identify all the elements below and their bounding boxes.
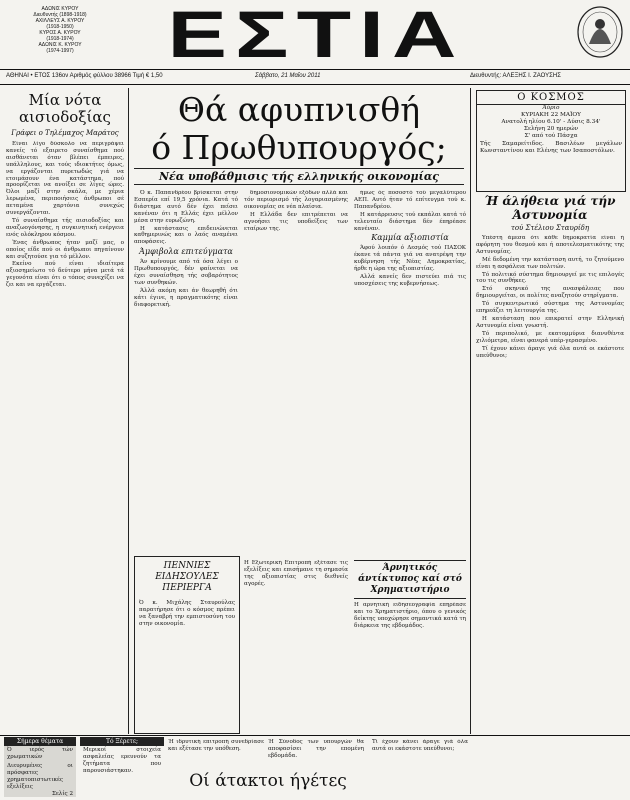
bottom-col-b: Ή ιδρυτική επιτροπή συνεδρίασε και εξέτασε την υπόθεση. [168,739,264,752]
paragraph: Η κατάστασις επιδεινώνεται καθημερινώς και ο λαός αναμένει αποφάσεις. [134,225,238,246]
paragraph: Είναι λίγο δύσκολο να περιγράψει κανείς τό εξαιρετο συναίσθημα πού αισθάνεται όταν βλέπει έμπειρες, υπάλληλους, και τούς ιδιοκτήτες όμως, να εργάζονται πυρετωδώς γιά να ετοιμάσουν ένα κατάστημα, πού προορίζεται να ανοίξει σε λίγες ώρες. Όλοι μαζί στην σκάλα, με χέρια λερωμένα, περιποιήσεις άνθρωποι σέ πεταμένα χαρτόνια συνεχώς συνεργάζονται. [6,141,124,217]
today-item: Ό ιερός τών χρωματικών [7,747,73,760]
founder-line: ΚΥΡΟΣ Α. ΚΥΡΟΥ [39,30,81,36]
column-rule [470,88,471,734]
main-headline-1: Θά αφυπνισθή [177,90,421,129]
founder-line: ΑΧΙΛΛΕΥΣ Α. ΚΥΡΟΥ [35,18,85,24]
founder-line: (1974-1997) [46,48,74,54]
main-subhead: Νέα υποβάθμισις τής ελληνικής οικονομίας [134,168,464,185]
main-col-3 [354,190,466,552]
kosmos-line: Ανατολή ηλίου 6.10' - Δύσις 8.34' [501,119,601,125]
stock-box [354,560,466,732]
today-item: Διευρυμένες οι πρόσφατες χρηματοπιστωτικές εξελίξεις [7,762,73,790]
paragraph: Άλλά ακόμη και άν θεωρηθή ότι κάτι έγινε, η πραγματικότης είναι διαφορετική. [134,287,238,308]
dateline [0,71,630,83]
right-article-body [476,235,624,735]
main-col-2 [244,190,348,552]
founder-line: ΑΔΩΝΙΣ ΚΥΡΟΥ [41,6,79,12]
dateline-rule [0,84,630,85]
masthead-rule [0,69,630,70]
founder-line: (1918-1974) [46,36,74,42]
masthead-title: ΕΣΤΙΑ [167,0,465,71]
paragraph: Άφού λοιπόν ό Δεσμός τού ΠΑΣΟΚ έκανε τά πάντα γιά να ανατρέψη την κυβέρνηση τής Νέας Δημοκρατίας, ήρθε η ώρα της αξιοπιστίας. [354,245,466,273]
paragraph: Ένας άνθρωπος ήταν μαζί μας, ο οποίος είδε πού οι άνθρωποι πηγαίνουν και συζητούσε για τό μέλλον. [6,239,124,260]
paragraph: Τό πολιτικό σύστημα δημιουργεί με τις επιλογές του τις συνθήκες. [476,271,624,285]
today-page-note: Σελίς 2 [51,791,73,798]
kosmos-line: Σ' από τού Πάσχα [524,133,578,139]
did-you-know-box [80,737,164,797]
dateline-issue: ΑΘΗΝΑΙ • ΕΤΟΣ 136ον Αριθμός φύλλου 38966 Τιμή € 1,50 [6,73,163,79]
kosmos-box [476,90,626,192]
paragraph: ήμως ός ποσοστό τού μεγαλύτερου ΑΕΠ. Αυτό ήταν τό επίτευγμα τού κ. Παπανδρέου. [354,190,466,210]
paragraph: Άν κρίνουμε από τά όσα λέγει ο Πρωθυπουργός, δέν φαίνεται να έχει συναίσθηση τής σοβαρότητος των συνθηκών. [134,259,238,286]
right-article-title: Ή άλήθεια γιά τήν Άστυνομία [484,194,616,222]
paragraph: Υπέστη άμεσα ότι κάθε δημοκρατία είναι ή αφόρητη του θεσμού και ή αποτελεσματικότης της Αστυνομίας. [476,235,624,255]
paragraph: Αλλά κανείς δεν πιστεύει πιά τις υποσχέσεις της κυβερνήσεως. [354,273,466,287]
bottom-col-c: Ή Σύνοδος των υπουργών θα αποφασίσει την επομένη εβδομάδα. [268,739,364,759]
paragraph: Μέ δεδομένη την κατάσταση αυτή, το ζητούμενο είναι η ασφάλεια των πολιτών. [476,256,624,270]
dateline-date: Σάββατο, 21 Μαΐου 2011 [255,73,321,79]
left-article-title: Μία νότα αισιοδοξίας [19,91,111,126]
right-article-byline: τού Στέλιου Σταυρίδη [510,224,590,232]
founder-line: Διευθυντής (1898-1918) [33,12,87,18]
pennies-title: ΠΕΝΝΙΕΣ ΕΙΔΗΣΟΥΛΕΣ ΠΕΡΙΕΡΓΑ [155,561,219,593]
main-box-3: Η Εξωτερική Επιτροπή εξέτασε τις εξελίξεις και επισήμανε τη σημασία της αξιοπιστίας στις διεθνείς αγορές. [244,560,348,587]
paragraph: δημοσιονομικών εξόδων αλλά και τόν περιορισμό τής λογαριασμένης οικονομίας σε νέα πλαίσια. [244,190,348,210]
bottom-rule [0,735,630,736]
main-col-1 [134,190,238,552]
founder-line: ΑΔΩΝΙΣ Κ. ΚΥΡΟΥ [38,42,82,48]
stock-title: Άρνητικός άντίκτυπος καί στό Χρηματιστήριο [354,560,466,599]
paragraph: Τί έχουν κάνει άραγε γιά όλα αυτά οι εκάστοτε υπεύθυνοι; [476,345,624,359]
paragraph: Η κατάρρευσις τού εκπάλαι κατά τό τελευταίο διάστημα δέν έπηρέασε κανέναν. [354,211,466,232]
left-article-body [6,141,124,741]
kosmos-title: Ο ΚΟΣΜΟΣ [477,91,625,105]
today-box [4,737,76,797]
paragraph: Ό κ. Παπανδρέου βρίσκεται στην Εσπερία επί 19,5 χρόνια. Κατά τό διάστημα αυτό δέν έχει πείσει κανέναν ότι η Ελλάς έχει μέλλον μέσα στην ευρωζώνη. [134,190,238,224]
did-you-know-label: Τό Ξέρετε; [80,737,164,746]
bottom-col-d: Τί έχουν κάνει άραγε γιά όλα αυτά οι εκάστοτε υπεύθυνοι; [372,739,468,752]
founder-line: (1918-1950) [46,24,74,30]
paragraph: Στό σκηνικό της ανασφάλειας που δημιουργείται, οι πολίτες αναζητούν στηρίγματα. [476,286,624,300]
kosmos-date: ΚΥΡΙΑΚΗ 22 ΜΑΪΟΥ [521,112,581,118]
main-col1-subtitle: Άμφιβολα επιτεύγματα [139,247,233,257]
paragraph: Η κατάσταση που επικρατεί στην Ελληνική Αστυνομία είναι γνωστή. [476,315,624,329]
dateline-editor: Διευθυντής: ΑΛΕΞΗΣ Ι. ΖΑΟΥΣΗΣ [470,73,561,79]
pennies-box [134,556,240,734]
kosmos-text: Τής Σαμαρείτιδος. Βασιλέων μεγάλων Κωνσταντίνου και Ελένης των Ισαποστόλων. [480,141,622,154]
kosmos-line: Σελήνη 20 ημερών [523,126,579,132]
paragraph: Τό περιπολικό, με εκατομμύρια διανυθέντα χιλιόμετρα, είναι φανερά υπέρ-γερασμένο. [476,330,624,344]
paragraph: Εκείνο πού είναι ιδιαίτερα αξιοσημείωτο τό δεύτερο μήνα μετά τά γεγονότα είναι ότι ο τόπος συνεχίζει να ζει και να εργάζεται. [6,261,124,289]
left-article [6,92,124,732]
paragraph: Τό συγκεντρωτικό σύστημα της Αστυνομίας επηρεάζει τη λειτουργία της. [476,301,624,315]
did-you-know-text: Μερικοί στοιχεία ασφαλείας ερευνούν τα ζητήματα που παρουσιάστηκαν. [83,747,161,774]
pennies-text: Ό κ. Μιχάλης Σταυρούλας παρατήρησε ότι ο κόσμος πρέπει να ξαναβρή την εμπιστοσύνη του στην οικονομία. [139,600,235,627]
paragraph: Τό συναίσθημα τής αισιοδοξίας και αναζωογόνησης, η συγκινητική ενέργεια ενός ολόκληρου κόσμου. [6,217,124,238]
paragraph: Η Ελλάδα δεν επιτρέπεται να αγνοήσει τις υποδείξεις των εταίρων της. [244,211,348,232]
stock-text: Η αρνητική ειδησεογραφία επηρέασε και το Χρηματιστήριο, όπου ο γενικός δείκτης υποχώρησε σημαντικά κατά τη διάρκεια της εβδομάδος. [354,602,466,629]
today-label: Σήμερα θέματα [4,737,76,746]
seal-emblem-icon [575,4,625,60]
main-headline-2: ό Πρωθυπουργός; [151,128,447,167]
bottom-headline: Οί άτακτοι ήγέτες [189,771,347,791]
main-col3-subtitle: Καμμία αξιοπιστία [371,233,449,243]
left-article-byline: Γράφει ο Τηλέμαχος Μαράτος [11,129,119,137]
kosmos-subtitle: Άύριο [542,105,560,111]
column-rule [128,88,129,734]
right-article [476,194,624,734]
